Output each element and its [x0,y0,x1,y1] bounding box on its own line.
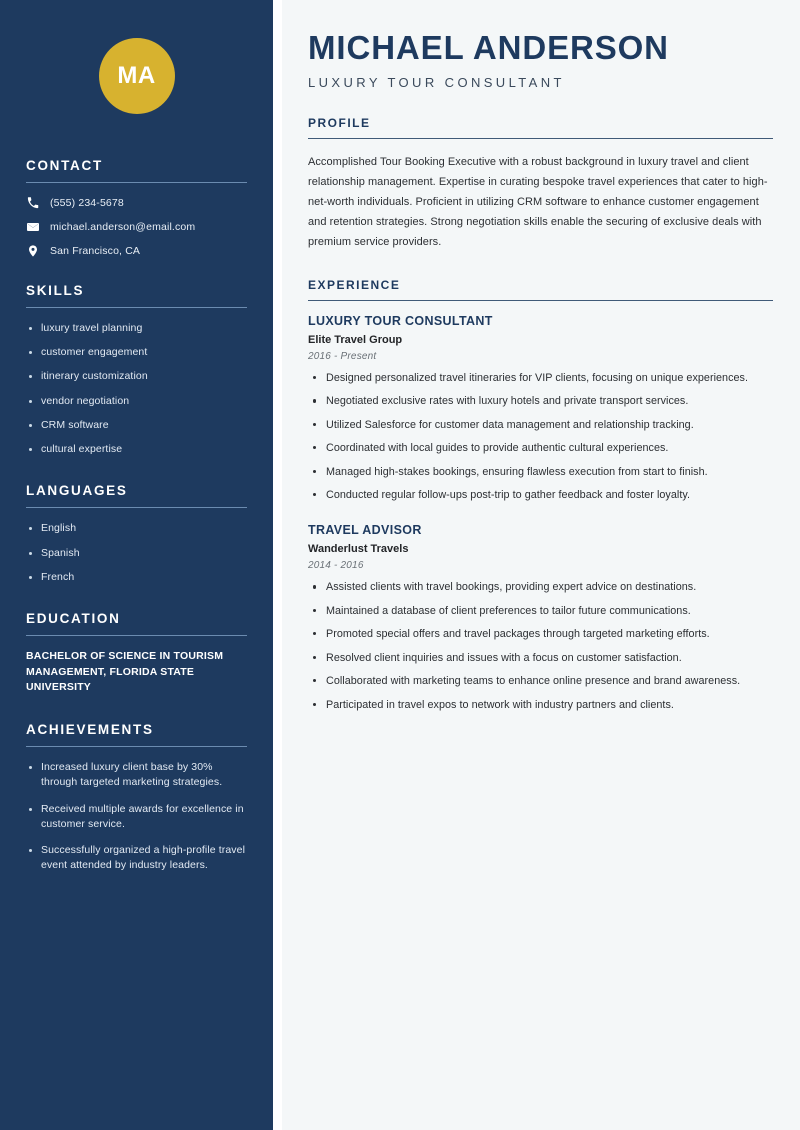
job-company: Wanderlust Travels [308,543,409,556]
list-item: Collaborated with marketing teams to enhance online presence and brand awareness. [308,673,773,689]
list-item: Increased luxury client base by 30% through targeted marketing strategies. [26,760,247,790]
list-item: Utilized Salesforce for customer data management and relationship tracking. [308,417,773,433]
education-degree: BACHELOR OF SCIENCE IN TOURISM MANAGEMENT, FLORIDA STATE UNIVERSITY [26,649,224,694]
list-item: Negotiated exclusive rates with luxury hotels and private transport services. [308,393,773,409]
skills-list [26,321,247,457]
location-pin-icon [26,244,39,257]
languages-list [26,521,247,585]
job-dates: 2016 - Present [308,351,377,363]
profile-text: Accomplished Tour Booking Executive with a robust background in luxury travel and client relationship management. Expertise in curating bespoke travel experiences that cater to high-net-worth individuals. Proficient in utilizing CRM software to enhance customer engagement and retention strategies. Strong negotiation skills enable the securing of exclusive deals with premium service providers. [308,155,768,249]
experience-entry [308,523,773,712]
job-company: Elite Travel Group [308,334,403,347]
education-section [26,611,247,696]
experience-divider [308,300,773,301]
sidebar [0,0,273,1130]
achievements-list [26,760,247,873]
education-heading: EDUCATION [26,610,121,626]
list-item: cultural expertise [26,442,247,457]
experience-entry [308,314,773,503]
skills-heading: SKILLS [26,283,85,298]
achievements-heading: ACHIEVEMENTS [26,722,154,738]
list-item: English [26,521,247,536]
list-item: French [26,570,247,585]
list-item: Successfully organized a high-profile travel event attended by industry leaders. [26,843,247,873]
avatar-container [26,0,247,158]
profile-section [308,116,773,252]
list-item: itinerary customization [26,369,247,384]
list-item: Received multiple awards for excellence in customer service. [26,802,247,832]
languages-heading: LANGUAGES [26,483,128,499]
page-title: MICHAEL ANDERSON [308,29,669,66]
job-title: LUXURY TOUR CONSULTANT [308,314,493,329]
job-title: TRAVEL ADVISOR [308,523,422,538]
skills-section [26,283,247,457]
achievements-divider [26,746,247,747]
list-item: Coordinated with local guides to provide authentic cultural experiences. [308,440,773,456]
languages-divider [26,507,247,508]
main-content [282,0,800,1130]
list-item: vendor negotiation [26,394,247,409]
job-bullet-list [308,579,773,712]
experience-heading: EXPERIENCE [308,278,401,293]
profile-heading: PROFILE [308,115,371,130]
phone-icon [26,196,39,209]
list-item: Maintained a database of client preferences to tailor future communications. [308,603,773,619]
envelope-icon [26,220,39,233]
column-gap [273,0,282,1130]
profile-divider [308,138,773,139]
contact-divider [26,182,247,183]
list-item: Designed personalized travel itineraries for VIP clients, focusing on unique experiences. [308,370,773,386]
list-item: Promoted special offers and travel packages through targeted marketing efforts. [308,626,773,642]
list-item: CRM software [26,418,247,433]
contact-phone-value: (555) 234-5678 [50,196,124,209]
list-item: Assisted clients with travel bookings, providing expert advice on destinations. [308,579,773,595]
job-dates: 2014 - 2016 [308,560,364,572]
list-item: luxury travel planning [26,321,247,336]
job-bullet-list [308,370,773,503]
achievements-section [26,722,247,873]
contact-heading: CONTACT [26,158,103,173]
contact-phone-row [26,196,247,209]
header-subtitle: LUXURY TOUR CONSULTANT [308,74,565,90]
list-item: Managed high-stakes bookings, ensuring flawless execution from start to finish. [308,464,773,480]
languages-section [26,483,247,585]
contact-section [26,158,247,257]
experience-section [308,278,773,713]
skills-divider [26,307,247,308]
list-item: Conducted regular follow-ups post-trip to gather feedback and foster loyalty. [308,487,773,503]
list-item: Spanish [26,546,247,561]
list-item: Participated in travel expos to network with industry partners and clients. [308,697,773,713]
contact-email-row [26,220,247,233]
list-item: customer engagement [26,345,247,360]
contact-location-row [26,244,247,257]
education-divider [26,635,247,636]
contact-location-value: San Francisco, CA [50,244,141,257]
avatar-initials: MA [99,38,175,114]
list-item: Resolved client inquiries and issues with a focus on customer satisfaction. [308,650,773,666]
contact-email-value: michael.anderson@email.com [50,220,196,233]
